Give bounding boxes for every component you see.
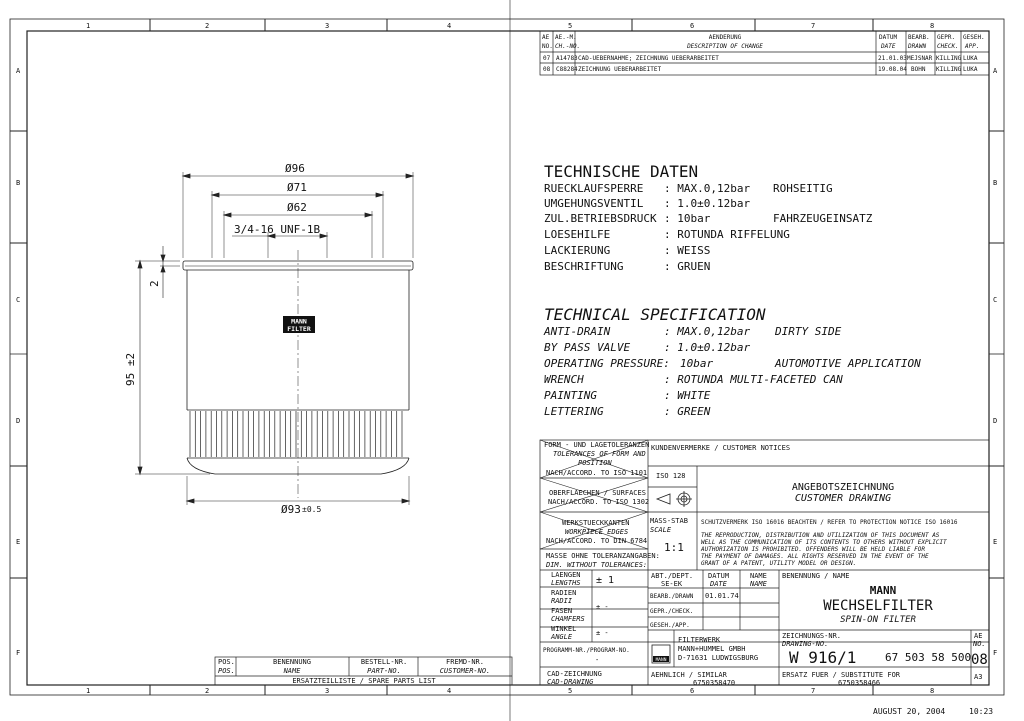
rev-row-drawn: BOHN (911, 66, 926, 73)
product-title: WECHSELFILTER (823, 598, 933, 614)
col-label-bottom: 1 (86, 687, 91, 695)
scale-value: 1:1 (664, 541, 684, 554)
col-label-top: 5 (568, 22, 573, 30)
col-label-top: 1 (86, 22, 91, 30)
height-label: 95 ±2 (124, 352, 137, 386)
program-value: - (595, 656, 600, 664)
rev-hdr-date: DATUM (879, 34, 898, 41)
svg-text:MANN: MANN (655, 658, 667, 663)
tech-de-value: : GRUEN (664, 260, 711, 273)
drawn-date: 01.01.74 (705, 592, 739, 600)
parts-customer-header: CUSTOMER-NO. (439, 667, 491, 675)
rev-row-checked: KILLING (936, 55, 962, 62)
angle-label: WINKEL (551, 625, 577, 633)
col-label-bottom: 4 (447, 687, 452, 695)
name-header: NAME (750, 572, 767, 580)
program-label: PROGRAMM-NR./PROGRAM-NO. (543, 647, 630, 654)
tech-en-label: ANTI-DRAIN (544, 325, 611, 338)
svg-text:FILTER: FILTER (287, 325, 311, 333)
rev-row-approved: LUKA (963, 55, 978, 62)
row-label-left: B (16, 179, 21, 187)
rev-hdr-ae: AE (542, 34, 550, 41)
ae-value: 08 (971, 652, 988, 668)
dept-value: SE-EK (661, 580, 683, 588)
col-label-bottom: 5 (568, 687, 573, 695)
tech-de-label: ZUL.BETRIEBSDRUCK (544, 212, 657, 225)
rev-row-desc: CAD-UEBERNAHME; ZEICHNUNG UEBERARBEITET (578, 55, 719, 62)
row-label-left: A (16, 67, 21, 75)
drawing-number: W 916/1 (789, 648, 857, 667)
dim-96-label: Ø96 (285, 162, 305, 175)
scale-label: MASS-STAB (650, 517, 688, 525)
row-label-right: F (993, 649, 998, 657)
legal-notice: WELL AS THE COMMUNICATION OF ITS CONTENTS TO OTHERS WITHOUT EXPLICIT (701, 539, 947, 546)
svg-text:MANN: MANN (291, 317, 307, 326)
angle-tolerance: ± - (596, 629, 609, 637)
tech-en-value: : 1.0±0.12bar (664, 341, 751, 354)
rev-hdr-aem: CH.-NO. (555, 43, 581, 50)
product-subtitle: SPIN-ON FILTER (840, 615, 916, 625)
tech-de-value: : MAX.0,12bar (664, 182, 751, 195)
edges-label: WORKPIECE EDGES (565, 528, 629, 536)
cad-drawing-label: CAD-DRAWING (547, 678, 594, 686)
similar-value: 6750358470 (693, 679, 736, 687)
brand-label: MANN (869, 584, 897, 597)
col-label-top: 2 (205, 22, 210, 30)
radii-label: RADII (551, 597, 573, 605)
tech-de-title: TECHNISCHE DATEN (544, 162, 699, 181)
row-label-left: E (16, 538, 21, 546)
designation-label: BENENNUNG / NAME (782, 572, 850, 580)
tech-en-value: : MAX.0,12bar (664, 325, 751, 338)
approved-label: GESEH./APP. (650, 622, 690, 629)
rev-row-drawn: MEJSNAR (907, 55, 933, 62)
surfaces-label: NACH/ACCORD. TO ISO 1302 (548, 498, 650, 506)
dim-2-label: 2 (148, 280, 161, 287)
drawing-no-label: DRAWING-NO. (782, 640, 829, 648)
row-label-left: C (16, 296, 21, 304)
sheet-size: A3 (974, 673, 983, 681)
col-label-bottom: 2 (205, 687, 210, 695)
parts-list-title: ERSATZTEILLISTE / SPARE PARTS LIST (292, 677, 436, 685)
tech-en-value: : WHITE (664, 389, 711, 402)
protection-notice: SCHUTZVERMERK ISO 16016 BEACHTEN / REFER TO PROTECTION NOTICE ISO 16016 (701, 519, 958, 526)
print-date: AUGUST 20, 2004 (873, 707, 946, 716)
col-label-top: 8 (930, 22, 935, 30)
rev-row-approved: LUKA (963, 66, 978, 73)
rev-row-ae: 08 (543, 66, 551, 73)
col-label-top: 3 (325, 22, 330, 30)
tech-de-value: : WEISS (664, 244, 711, 257)
rev-row-aem: A14783 (556, 55, 578, 62)
print-time: 10:23 (969, 707, 994, 716)
dim-62-label: Ø62 (287, 201, 307, 214)
ae-label: AE (974, 632, 983, 640)
tech-de-note: FAHRZEUGEINSATZ (773, 212, 873, 225)
rev-hdr-change: DESCRIPTION OF CHANGE (687, 43, 763, 50)
col-label-bottom: 7 (811, 687, 816, 695)
tech-de-note: ROHSEITIG (773, 182, 833, 195)
legal-notice: GRANT OF A PATENT, UTILITY MODEL OR DESIGN. (701, 560, 857, 567)
rotunda-wrench-ribbing (190, 411, 402, 457)
print-footer (873, 707, 993, 716)
edges-label: NACH/ACCORD. TO DIN 6784 (546, 537, 648, 545)
cad-drawing-label: CAD-ZEICHNUNG (547, 670, 602, 678)
rev-hdr-checked: CHECK. (937, 43, 959, 50)
row-label-right: A (993, 67, 998, 75)
col-label-top: 4 (447, 22, 452, 30)
legal-notice: THE REPRODUCTION, DISTRIBUTION AND UTILIZATION OF THIS DOCUMENT AS (701, 532, 940, 539)
rev-hdr-date: DATE (881, 43, 896, 50)
name-header: NAME (750, 580, 767, 588)
tech-de-label: UMGEHUNGSVENTIL (544, 197, 644, 210)
tech-en-label: WRENCH (544, 373, 584, 386)
dept-label: ABT./DEPT. (651, 572, 694, 580)
thread-label: 3/4-16 UNF-1B (234, 223, 321, 236)
rev-hdr-ae: NO. (542, 43, 553, 50)
rev-hdr-drawn: BEARB. (908, 34, 930, 41)
parts-pos-header: POS. (218, 658, 235, 666)
row-label-left: D (16, 417, 21, 425)
rev-hdr-checked: GEPR. (937, 34, 956, 41)
tech-en-value: 10bar (680, 357, 714, 370)
customer-notices-label: KUNDENVERMERKE / CUSTOMER NOTICES (651, 444, 791, 452)
customer-drawing-title: ANGEBOTSZEICHNUNG (791, 482, 895, 493)
ae-label: NO. (973, 640, 986, 648)
col-label-top: 7 (811, 22, 816, 30)
similar-label: AEHNLICH / SIMILAR (651, 671, 727, 679)
dim-71-label: Ø71 (287, 181, 307, 194)
parts-customer-header: FREMD-NR. (446, 658, 484, 666)
part-number: 67 503 58 500 (885, 651, 972, 664)
mann-filter-logo (283, 316, 315, 333)
bottom-dia-label: Ø93 (281, 503, 301, 516)
chamfers-label: CHAMFERS (551, 615, 585, 623)
tech-en-value: : ROTUNDA MULTI-FACETED CAN (664, 373, 843, 386)
date-header: DATE (710, 580, 727, 588)
substitute-value: 6750358466 (838, 679, 881, 687)
tech-de-label: BESCHRIFTUNG (544, 260, 624, 273)
tech-en-title: TECHNICAL SPECIFICATION (544, 305, 766, 324)
chamfers-tolerance: ± - (596, 603, 609, 611)
surfaces-label: OBERFLAECHEN / SURFACES (549, 489, 646, 497)
tech-de-label: RUECKLAUFSPERRE (544, 182, 644, 195)
rev-hdr-change: AENDERUNG (708, 34, 742, 41)
edges-label: WERKSTUECKKANTEN (562, 519, 630, 527)
customer-drawing-title: CUSTOMER DRAWING (794, 493, 892, 504)
company-address: D-71631 LUDWIGSBURG (678, 654, 759, 662)
tech-en-label: PAINTING (544, 389, 597, 402)
tech-en-note: AUTOMOTIVE APPLICATION (775, 357, 921, 370)
form-tolerance-label: FORM - UND LAGETOLERANZEN (544, 441, 650, 449)
parts-name-header: NAME (283, 667, 301, 675)
row-label-right: E (993, 538, 998, 546)
tech-de-label: LACKIERUNG (544, 244, 611, 257)
parts-pos-header: POS. (218, 667, 235, 675)
row-label-left: F (16, 649, 21, 657)
drawing-no-label: ZEICHNUNGS-NR. (782, 632, 842, 640)
parts-name-header: BENENNUNG (273, 658, 311, 666)
date-header: DATUM (708, 572, 730, 580)
tech-en-label: LETTERING (544, 405, 604, 418)
rev-hdr-approved: GESEH. (963, 34, 985, 41)
angle-label: ANGLE (551, 633, 573, 641)
company-name: FILTERWERK (678, 636, 721, 644)
legal-notice: THE PAYMENT OF DAMAGES. ALL RIGHTS RESERVED IN THE EVENT OF THE (701, 553, 929, 560)
rev-row-ae: 07 (543, 55, 551, 62)
tech-en-note: DIRTY SIDE (775, 325, 842, 338)
form-tolerance-label: POSITION (578, 459, 612, 467)
tech-de-value: : ROTUNDA RIFFELUNG (664, 228, 790, 241)
rev-row-aem: C88284 (556, 66, 578, 73)
rev-row-date: 21.01.03 (878, 55, 907, 62)
rev-row-checked: KILLING (936, 66, 962, 73)
col-label-bottom: 8 (930, 687, 935, 695)
untolerated-label: DIM. WITHOUT TOLERANCES: (546, 561, 648, 569)
row-label-right: D (993, 417, 998, 425)
parts-order-header: PART-NO. (367, 667, 401, 675)
tech-de-value: : 10bar (664, 212, 711, 225)
col-label-bottom: 6 (690, 687, 695, 695)
row-label-right: C (993, 296, 998, 304)
untolerated-label: MASSE OHNE TOLERANZANGABEN: (546, 552, 660, 560)
rev-hdr-aem: AE.-M. (555, 34, 577, 41)
tech-en-label: OPERATING PRESSURE: (544, 357, 670, 370)
rev-row-date: 19.08.04 (878, 66, 907, 73)
legal-notice: AUTHORIZATION IS PROHIBITED. OFFENDERS WILL BE HELD LIABLE FOR (701, 546, 925, 553)
radii-label: RADIEN (551, 589, 577, 597)
parts-order-header: BESTELL-NR. (360, 658, 408, 666)
tech-en-label: BY PASS VALVE (544, 341, 631, 354)
scale-label: SCALE (650, 526, 672, 534)
tech-de-label: LOESEHILFE (544, 228, 611, 241)
form-tolerance-label: NACH/ACCORD. TO ISO 1101 (546, 469, 648, 477)
chamfers-label: FASEN (551, 607, 573, 615)
lengths-tolerance: ± 1 (596, 575, 615, 586)
rev-row-desc: ZEICHNUNG UEBERARBEITET (578, 66, 662, 73)
substitute-label: ERSATZ FUER / SUBSTITUTE FOR (782, 671, 901, 679)
row-label-right: B (993, 179, 998, 187)
rev-hdr-drawn: DRAWN (908, 43, 927, 50)
rev-hdr-approved: APP. (965, 43, 980, 50)
lengths-label: LENGTHS (551, 579, 581, 587)
company-name: MANN+HUMMEL GMBH (678, 645, 746, 653)
checked-label: GEPR./CHECK. (650, 608, 694, 615)
form-tolerance-label: TOLERANCES OF FORM AND (553, 450, 646, 458)
lengths-label: LAENGEN (551, 571, 581, 579)
col-label-top: 6 (690, 22, 695, 30)
iso-label: ISO 128 (656, 472, 686, 480)
col-label-bottom: 3 (325, 687, 330, 695)
tech-en-value: : GREEN (664, 405, 711, 418)
bottom-dia-tolerance: ±0.5 (302, 505, 322, 514)
tech-de-value: : 1.0±0.12bar (664, 197, 751, 210)
drawn-label: BEARB./DRAWN (650, 593, 694, 600)
